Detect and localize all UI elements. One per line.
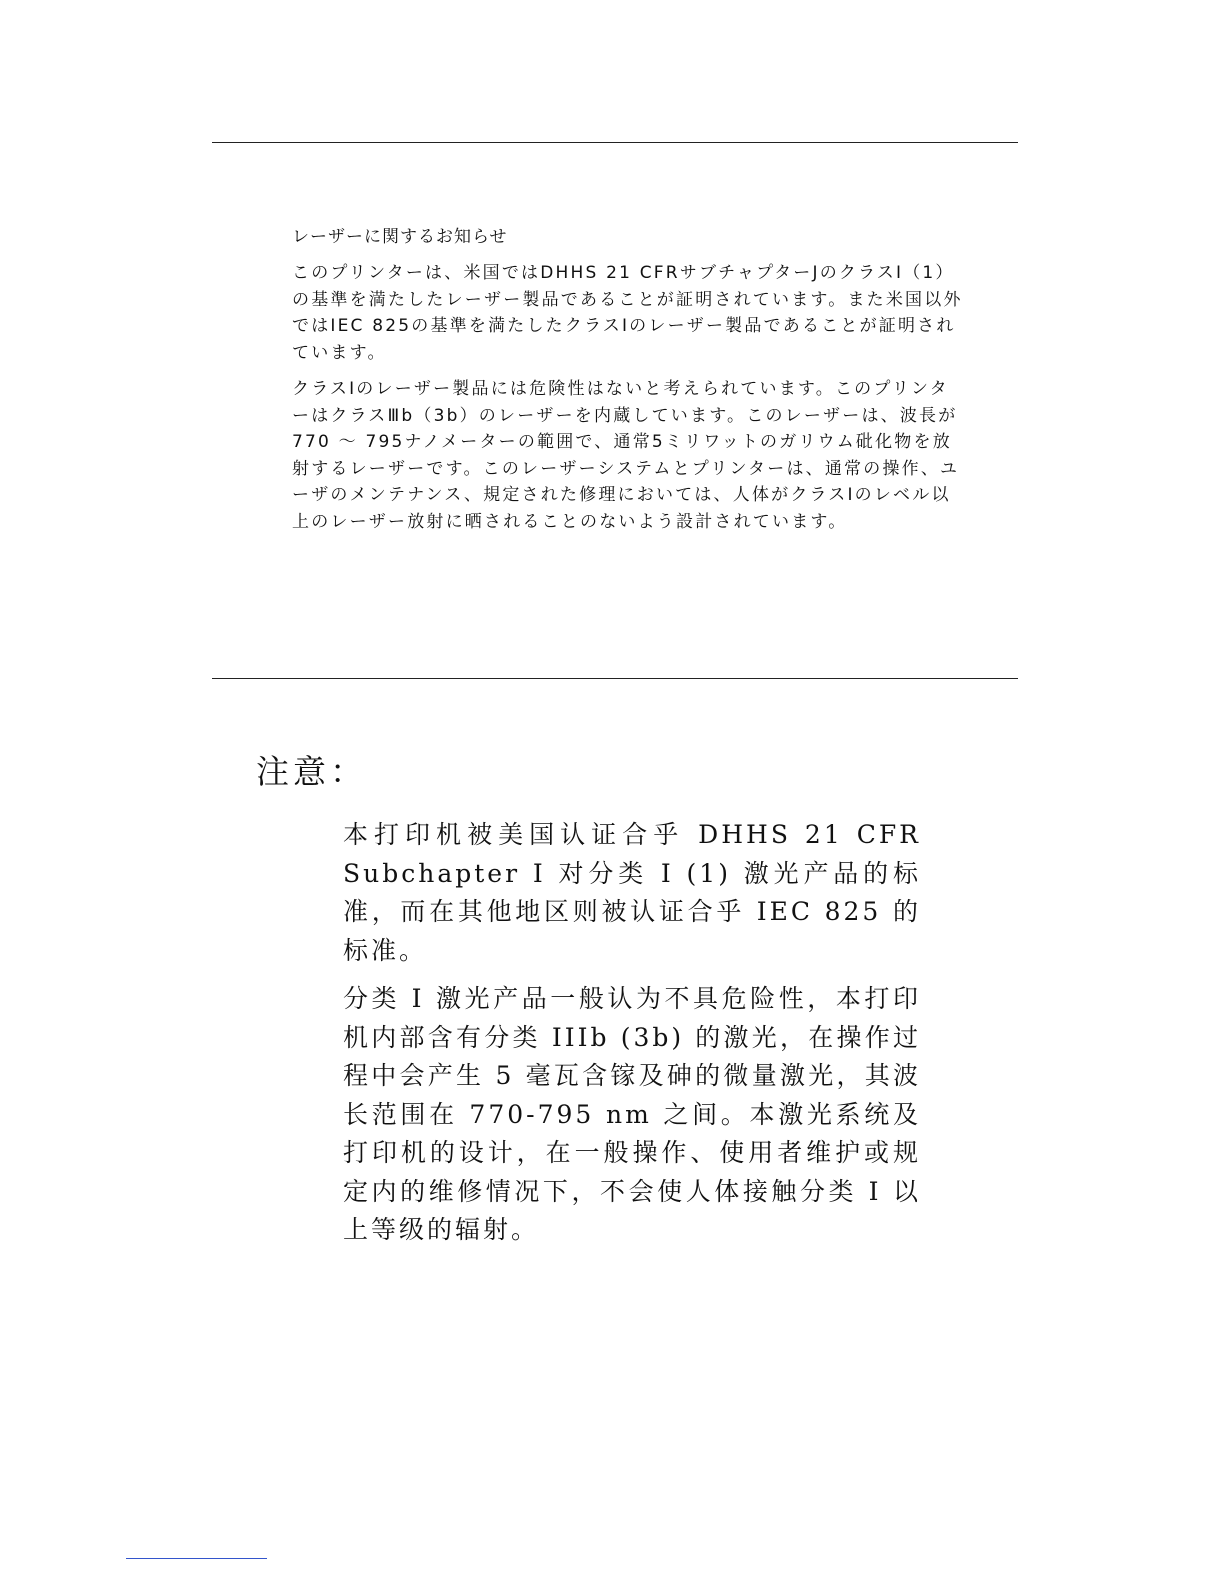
footer-link-underline [126,1558,267,1559]
japanese-notice-paragraph-1: このプリンターは、米国ではDHHS 21 CFRサブチャプターJのクラスI（1）の基準を満たしたレーザー製品であることが証明されています。また米国以外ではIEC 825の基準を満たしたクラスIのレーザー製品であることが証明されています。 [292,263,963,363]
chinese-notice-heading: 注意： [256,752,367,791]
middle-divider [212,678,1018,679]
japanese-notice-paragraph-2: クラスIのレーザー製品には危険性はないと考えられています。このプリンターはクラスⅢb（3b）のレーザーを内蔵しています。このレーザーは、波長が770 〜 795ナノメーターの範囲で、通常5ミリワットのガリウム砒化物を放射するレーザーです。このレーザーシステムとプリンターは、通常の操作、ユーザのメンテナンス、規定された修理においては、人体がクラスIのレベル以上のレーザー放射に晒されることのないよう設計されています。 [292,379,960,532]
chinese-laser-notice [343,816,921,1260]
japanese-laser-notice [292,224,964,545]
chinese-notice-paragraph-1: 本打印机被美国认证合乎 DHHS 21 CFR Subchapter I 对分类 I (1) 激光产品的标准，而在其他地区则被认证合乎 IEC 825 的标准。 [343,820,921,965]
japanese-notice-heading: レーザーに関するお知らせ [292,227,508,247]
chinese-notice-paragraph-2: 分类 I 激光产品一般认为不具危险性，本打印机内部含有分类 IIIb (3b) 的激光，在操作过程中会产生 5 毫瓦含镓及砷的微量激光，其波长范围在 770-795 nm 之间。本激光系统及打印机的设计，在一般操作、使用者维护或规定内的维修情况下，不会使人体接触分类 I 以上等级的辐射。 [343,984,921,1244]
top-divider [212,142,1018,143]
